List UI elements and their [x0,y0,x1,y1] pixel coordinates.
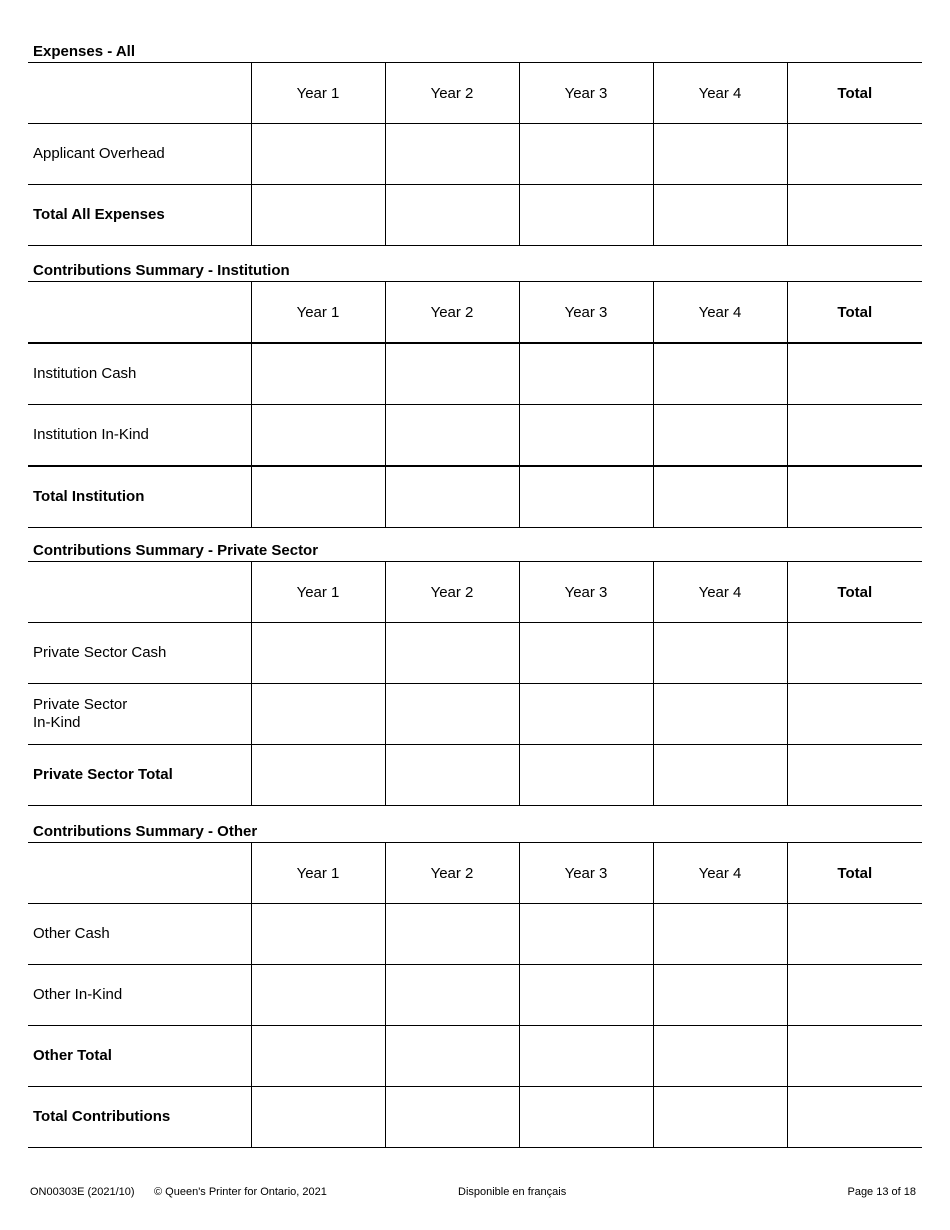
table-row [28,124,922,185]
input-cell-year-3[interactable] [519,904,653,965]
row-label-applicant-overhead: Applicant Overhead [28,124,251,185]
row-label-other-cash: Other Cash [28,904,251,965]
input-cell-total[interactable] [787,965,922,1026]
input-cell-year-2[interactable] [385,124,519,185]
input-cell-year-4[interactable] [653,1026,787,1087]
input-cell-total[interactable] [787,343,922,405]
private-sector-table [28,561,922,806]
page-number: Page 13 of 18 [847,1186,916,1198]
input-cell-year-3[interactable] [519,343,653,405]
input-cell-year-3[interactable] [519,1026,653,1087]
header-total: Total [787,63,922,124]
expenses-table [28,62,922,246]
input-cell-year-2[interactable] [385,466,519,528]
private-sector-section-title: Contributions Summary - Private Sector [33,542,319,559]
header-year-2: Year 2 [385,63,519,124]
input-cell-year-3[interactable] [519,185,653,246]
input-cell-total[interactable] [787,745,922,806]
row-label-total-institution: Total Institution [28,466,251,528]
input-cell-year-2[interactable] [385,965,519,1026]
header-year-1: Year 1 [251,843,385,904]
table-header-row [28,562,922,623]
input-cell-year-4[interactable] [653,124,787,185]
input-cell-total[interactable] [787,124,922,185]
input-cell-total[interactable] [787,904,922,965]
header-cell-blank [28,282,251,344]
other-table [28,842,922,1148]
input-cell-total[interactable] [787,405,922,467]
row-label-private-sector-cash: Private Sector Cash [28,623,251,684]
input-cell-year-2[interactable] [385,343,519,405]
header-year-1: Year 1 [251,282,385,344]
form-number: ON00303E (2021/10) [30,1186,135,1198]
header-total: Total [787,562,922,623]
input-cell-year-4[interactable] [653,965,787,1026]
input-cell-year-3[interactable] [519,684,653,745]
input-cell-year-4[interactable] [653,904,787,965]
input-cell-year-4[interactable] [653,745,787,806]
row-label-private-sector-in-kind: Private Sector In-Kind [28,684,251,745]
row-label-private-sector-total: Private Sector Total [28,745,251,806]
header-cell-blank [28,562,251,623]
input-cell-year-2[interactable] [385,745,519,806]
header-year-4: Year 4 [653,63,787,124]
copyright-notice: © Queen's Printer for Ontario, 2021 [154,1186,327,1198]
header-year-3: Year 3 [519,282,653,344]
input-cell-year-1[interactable] [251,185,385,246]
row-label-total-contributions: Total Contributions [28,1087,251,1148]
row-label-total-all-expenses: Total All Expenses [28,185,251,246]
input-cell-year-4[interactable] [653,466,787,528]
header-year-2: Year 2 [385,562,519,623]
table-row [28,1087,922,1148]
institution-table [28,281,922,528]
table-row [28,1026,922,1087]
header-total: Total [787,282,922,344]
input-cell-year-4[interactable] [653,684,787,745]
header-year-2: Year 2 [385,843,519,904]
header-year-1: Year 1 [251,63,385,124]
table-row [28,684,922,745]
input-cell-year-3[interactable] [519,405,653,467]
input-cell-year-1[interactable] [251,745,385,806]
row-label-other-in-kind: Other In-Kind [28,965,251,1026]
input-cell-year-4[interactable] [653,185,787,246]
header-year-2: Year 2 [385,282,519,344]
input-cell-year-2[interactable] [385,1087,519,1148]
header-year-1: Year 1 [251,562,385,623]
french-availability-note: Disponible en français [458,1186,567,1198]
header-year-3: Year 3 [519,843,653,904]
table-row [28,904,922,965]
input-cell-year-1[interactable] [251,1087,385,1148]
input-cell-year-4[interactable] [653,343,787,405]
input-cell-year-1[interactable] [251,965,385,1026]
input-cell-year-1[interactable] [251,1026,385,1087]
table-row [28,965,922,1026]
table-row [28,405,922,467]
header-year-4: Year 4 [653,562,787,623]
row-label-other-total: Other Total [28,1026,251,1087]
input-cell-year-2[interactable] [385,405,519,467]
other-section-title: Contributions Summary - Other [33,823,258,840]
input-cell-year-4[interactable] [653,405,787,467]
input-cell-year-3[interactable] [519,965,653,1026]
input-cell-total[interactable] [787,684,922,745]
input-cell-year-1[interactable] [251,904,385,965]
input-cell-total[interactable] [787,185,922,246]
input-cell-year-1[interactable] [251,466,385,528]
table-header-row [28,63,922,124]
input-cell-total[interactable] [787,623,922,684]
header-cell-blank [28,843,251,904]
input-cell-year-4[interactable] [653,1087,787,1148]
header-total: Total [787,843,922,904]
header-year-4: Year 4 [653,843,787,904]
input-cell-year-4[interactable] [653,623,787,684]
input-cell-year-3[interactable] [519,124,653,185]
table-row [28,623,922,684]
row-label-institution-in-kind: Institution In-Kind [28,405,251,467]
expenses-section-title: Expenses - All [33,43,135,60]
table-header-row [28,282,922,344]
input-cell-year-1[interactable] [251,343,385,405]
header-year-3: Year 3 [519,63,653,124]
input-cell-total[interactable] [787,1087,922,1148]
input-cell-total[interactable] [787,466,922,528]
table-row [28,466,922,528]
table-row [28,185,922,246]
header-year-3: Year 3 [519,562,653,623]
input-cell-year-1[interactable] [251,124,385,185]
row-label-institution-cash: Institution Cash [28,343,251,405]
header-cell-blank [28,63,251,124]
institution-section-title: Contributions Summary - Institution [33,262,290,279]
table-row [28,343,922,405]
input-cell-year-1[interactable] [251,405,385,467]
input-cell-year-3[interactable] [519,745,653,806]
input-cell-year-1[interactable] [251,623,385,684]
input-cell-year-3[interactable] [519,1087,653,1148]
input-cell-year-2[interactable] [385,684,519,745]
input-cell-year-3[interactable] [519,623,653,684]
table-row [28,745,922,806]
input-cell-year-2[interactable] [385,185,519,246]
input-cell-total[interactable] [787,1026,922,1087]
input-cell-year-1[interactable] [251,684,385,745]
input-cell-year-3[interactable] [519,466,653,528]
input-cell-year-2[interactable] [385,623,519,684]
input-cell-year-2[interactable] [385,1026,519,1087]
header-year-4: Year 4 [653,282,787,344]
table-header-row [28,843,922,904]
input-cell-year-2[interactable] [385,904,519,965]
